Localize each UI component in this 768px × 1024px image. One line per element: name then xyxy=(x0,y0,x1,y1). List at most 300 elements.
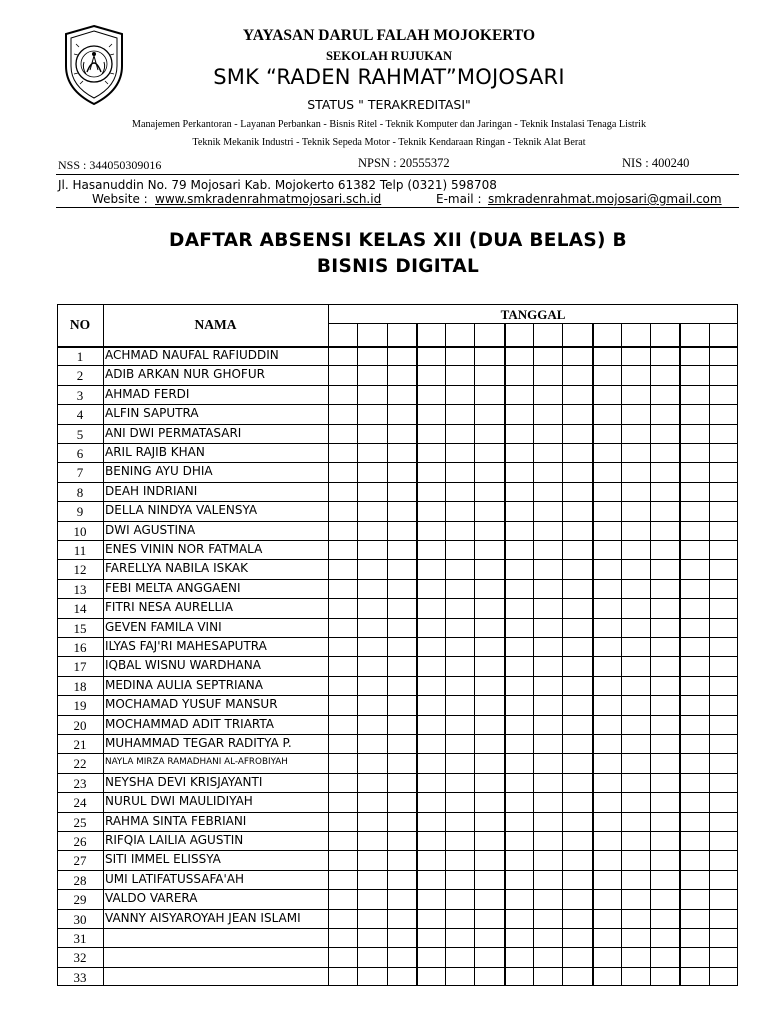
attendance-cell[interactable] xyxy=(593,386,620,403)
attendance-cell[interactable] xyxy=(329,871,356,888)
attendance-cell[interactable] xyxy=(680,483,707,500)
attendance-cell[interactable] xyxy=(593,541,620,558)
attendance-cell[interactable] xyxy=(417,405,444,422)
attendance-cell[interactable] xyxy=(534,463,561,480)
attendance-cell[interactable] xyxy=(622,366,649,383)
attendance-cell[interactable] xyxy=(475,716,502,733)
attendance-cell[interactable] xyxy=(593,657,620,674)
attendance-cell[interactable] xyxy=(329,910,356,927)
attendance-cell[interactable] xyxy=(329,425,356,442)
attendance-cell[interactable] xyxy=(622,735,649,752)
attendance-cell[interactable] xyxy=(593,522,620,539)
attendance-cell[interactable] xyxy=(534,657,561,674)
attendance-cell[interactable] xyxy=(622,793,649,810)
attendance-cell[interactable] xyxy=(651,366,678,383)
attendance-cell[interactable] xyxy=(622,929,649,946)
attendance-cell[interactable] xyxy=(680,386,707,403)
attendance-cell[interactable] xyxy=(475,696,502,713)
attendance-cell[interactable] xyxy=(651,347,678,364)
attendance-cell[interactable] xyxy=(446,754,473,771)
attendance-cell[interactable] xyxy=(534,793,561,810)
attendance-cell[interactable] xyxy=(388,366,415,383)
attendance-cell[interactable] xyxy=(534,832,561,849)
attendance-cell[interactable] xyxy=(358,871,385,888)
attendance-cell[interactable] xyxy=(446,522,473,539)
attendance-cell[interactable] xyxy=(505,851,532,868)
attendance-cell[interactable] xyxy=(534,871,561,888)
attendance-cell[interactable] xyxy=(475,832,502,849)
attendance-cell[interactable] xyxy=(388,638,415,655)
attendance-cell[interactable] xyxy=(651,948,678,965)
attendance-cell[interactable] xyxy=(651,832,678,849)
attendance-cell[interactable] xyxy=(710,677,737,694)
attendance-cell[interactable] xyxy=(329,463,356,480)
attendance-cell[interactable] xyxy=(358,832,385,849)
attendance-cell[interactable] xyxy=(505,677,532,694)
attendance-cell[interactable] xyxy=(534,599,561,616)
attendance-cell[interactable] xyxy=(446,425,473,442)
attendance-cell[interactable] xyxy=(710,638,737,655)
attendance-cell[interactable] xyxy=(475,366,502,383)
attendance-cell[interactable] xyxy=(680,599,707,616)
attendance-cell[interactable] xyxy=(563,832,590,849)
attendance-cell[interactable] xyxy=(710,890,737,907)
attendance-cell[interactable] xyxy=(388,483,415,500)
attendance-cell[interactable] xyxy=(388,735,415,752)
attendance-cell[interactable] xyxy=(446,386,473,403)
attendance-cell[interactable] xyxy=(446,716,473,733)
attendance-cell[interactable] xyxy=(651,502,678,519)
attendance-cell[interactable] xyxy=(446,657,473,674)
attendance-cell[interactable] xyxy=(534,580,561,597)
attendance-cell[interactable] xyxy=(417,580,444,597)
attendance-cell[interactable] xyxy=(680,716,707,733)
attendance-cell[interactable] xyxy=(329,813,356,830)
attendance-cell[interactable] xyxy=(651,774,678,791)
attendance-cell[interactable] xyxy=(505,541,532,558)
attendance-cell[interactable] xyxy=(622,716,649,733)
attendance-cell[interactable] xyxy=(563,580,590,597)
email-link[interactable]: smkradenrahmat.mojosari@gmail.com xyxy=(488,192,722,206)
attendance-cell[interactable] xyxy=(505,366,532,383)
attendance-cell[interactable] xyxy=(593,948,620,965)
attendance-cell[interactable] xyxy=(534,813,561,830)
attendance-cell[interactable] xyxy=(505,638,532,655)
attendance-cell[interactable] xyxy=(680,851,707,868)
attendance-cell[interactable] xyxy=(680,463,707,480)
attendance-cell[interactable] xyxy=(593,793,620,810)
attendance-cell[interactable] xyxy=(534,405,561,422)
attendance-cell[interactable] xyxy=(475,948,502,965)
attendance-cell[interactable] xyxy=(563,522,590,539)
attendance-cell[interactable] xyxy=(534,444,561,461)
attendance-cell[interactable] xyxy=(505,813,532,830)
attendance-cell[interactable] xyxy=(593,444,620,461)
attendance-cell[interactable] xyxy=(563,774,590,791)
attendance-cell[interactable] xyxy=(417,948,444,965)
attendance-cell[interactable] xyxy=(446,871,473,888)
attendance-cell[interactable] xyxy=(534,754,561,771)
attendance-cell[interactable] xyxy=(680,657,707,674)
attendance-cell[interactable] xyxy=(622,599,649,616)
attendance-cell[interactable] xyxy=(505,890,532,907)
attendance-cell[interactable] xyxy=(388,444,415,461)
attendance-cell[interactable] xyxy=(358,677,385,694)
attendance-cell[interactable] xyxy=(622,522,649,539)
attendance-cell[interactable] xyxy=(417,677,444,694)
attendance-cell[interactable] xyxy=(417,735,444,752)
attendance-cell[interactable] xyxy=(446,502,473,519)
attendance-cell[interactable] xyxy=(622,425,649,442)
attendance-cell[interactable] xyxy=(446,463,473,480)
attendance-cell[interactable] xyxy=(534,541,561,558)
attendance-cell[interactable] xyxy=(358,793,385,810)
attendance-cell[interactable] xyxy=(329,716,356,733)
attendance-cell[interactable] xyxy=(417,502,444,519)
attendance-cell[interactable] xyxy=(563,929,590,946)
attendance-cell[interactable] xyxy=(680,502,707,519)
attendance-cell[interactable] xyxy=(388,522,415,539)
attendance-cell[interactable] xyxy=(388,716,415,733)
attendance-cell[interactable] xyxy=(710,716,737,733)
attendance-cell[interactable] xyxy=(358,386,385,403)
attendance-cell[interactable] xyxy=(446,677,473,694)
attendance-cell[interactable] xyxy=(417,851,444,868)
attendance-cell[interactable] xyxy=(593,347,620,364)
attendance-cell[interactable] xyxy=(593,851,620,868)
attendance-cell[interactable] xyxy=(505,599,532,616)
attendance-cell[interactable] xyxy=(622,948,649,965)
attendance-cell[interactable] xyxy=(563,657,590,674)
attendance-cell[interactable] xyxy=(563,735,590,752)
attendance-cell[interactable] xyxy=(534,948,561,965)
attendance-cell[interactable] xyxy=(388,347,415,364)
attendance-cell[interactable] xyxy=(680,929,707,946)
attendance-cell[interactable] xyxy=(446,405,473,422)
attendance-cell[interactable] xyxy=(593,968,620,985)
attendance-cell[interactable] xyxy=(358,347,385,364)
attendance-cell[interactable] xyxy=(388,657,415,674)
attendance-cell[interactable] xyxy=(388,502,415,519)
attendance-cell[interactable] xyxy=(417,638,444,655)
attendance-cell[interactable] xyxy=(710,813,737,830)
attendance-cell[interactable] xyxy=(388,948,415,965)
attendance-cell[interactable] xyxy=(505,832,532,849)
attendance-cell[interactable] xyxy=(710,774,737,791)
attendance-cell[interactable] xyxy=(534,716,561,733)
attendance-cell[interactable] xyxy=(680,580,707,597)
attendance-cell[interactable] xyxy=(388,696,415,713)
attendance-cell[interactable] xyxy=(680,948,707,965)
attendance-cell[interactable] xyxy=(651,716,678,733)
attendance-cell[interactable] xyxy=(417,541,444,558)
attendance-cell[interactable] xyxy=(505,502,532,519)
attendance-cell[interactable] xyxy=(710,522,737,539)
attendance-cell[interactable] xyxy=(593,366,620,383)
attendance-cell[interactable] xyxy=(388,541,415,558)
attendance-cell[interactable] xyxy=(534,890,561,907)
attendance-cell[interactable] xyxy=(446,832,473,849)
attendance-cell[interactable] xyxy=(651,599,678,616)
attendance-cell[interactable] xyxy=(680,425,707,442)
attendance-cell[interactable] xyxy=(329,366,356,383)
attendance-cell[interactable] xyxy=(446,347,473,364)
attendance-cell[interactable] xyxy=(358,638,385,655)
attendance-cell[interactable] xyxy=(710,948,737,965)
attendance-cell[interactable] xyxy=(710,599,737,616)
attendance-cell[interactable] xyxy=(329,541,356,558)
attendance-cell[interactable] xyxy=(475,522,502,539)
attendance-cell[interactable] xyxy=(388,929,415,946)
attendance-cell[interactable] xyxy=(475,580,502,597)
attendance-cell[interactable] xyxy=(446,890,473,907)
attendance-cell[interactable] xyxy=(417,444,444,461)
website-link[interactable]: www.smkradenrahmatmojosari.sch.id xyxy=(155,192,382,206)
attendance-cell[interactable] xyxy=(563,444,590,461)
attendance-cell[interactable] xyxy=(475,502,502,519)
attendance-cell[interactable] xyxy=(563,483,590,500)
attendance-cell[interactable] xyxy=(417,657,444,674)
attendance-cell[interactable] xyxy=(534,560,561,577)
attendance-cell[interactable] xyxy=(475,405,502,422)
attendance-cell[interactable] xyxy=(329,347,356,364)
attendance-cell[interactable] xyxy=(475,483,502,500)
attendance-cell[interactable] xyxy=(710,541,737,558)
attendance-cell[interactable] xyxy=(680,638,707,655)
attendance-cell[interactable] xyxy=(622,832,649,849)
attendance-cell[interactable] xyxy=(680,347,707,364)
attendance-cell[interactable] xyxy=(329,502,356,519)
attendance-cell[interactable] xyxy=(593,910,620,927)
attendance-cell[interactable] xyxy=(534,851,561,868)
attendance-cell[interactable] xyxy=(710,483,737,500)
attendance-cell[interactable] xyxy=(329,638,356,655)
attendance-cell[interactable] xyxy=(475,851,502,868)
attendance-cell[interactable] xyxy=(622,774,649,791)
attendance-cell[interactable] xyxy=(358,444,385,461)
attendance-cell[interactable] xyxy=(388,580,415,597)
attendance-cell[interactable] xyxy=(446,444,473,461)
attendance-cell[interactable] xyxy=(622,580,649,597)
attendance-cell[interactable] xyxy=(505,948,532,965)
attendance-cell[interactable] xyxy=(358,599,385,616)
attendance-cell[interactable] xyxy=(388,813,415,830)
attendance-cell[interactable] xyxy=(388,463,415,480)
attendance-cell[interactable] xyxy=(358,948,385,965)
attendance-cell[interactable] xyxy=(593,774,620,791)
attendance-cell[interactable] xyxy=(563,386,590,403)
attendance-cell[interactable] xyxy=(388,599,415,616)
attendance-cell[interactable] xyxy=(651,735,678,752)
attendance-cell[interactable] xyxy=(358,968,385,985)
attendance-cell[interactable] xyxy=(563,541,590,558)
attendance-cell[interactable] xyxy=(534,774,561,791)
attendance-cell[interactable] xyxy=(329,968,356,985)
attendance-cell[interactable] xyxy=(475,619,502,636)
attendance-cell[interactable] xyxy=(651,851,678,868)
attendance-cell[interactable] xyxy=(329,754,356,771)
attendance-cell[interactable] xyxy=(534,677,561,694)
attendance-cell[interactable] xyxy=(358,890,385,907)
attendance-cell[interactable] xyxy=(475,774,502,791)
attendance-cell[interactable] xyxy=(329,483,356,500)
attendance-cell[interactable] xyxy=(417,366,444,383)
attendance-cell[interactable] xyxy=(534,735,561,752)
attendance-cell[interactable] xyxy=(446,968,473,985)
attendance-cell[interactable] xyxy=(388,560,415,577)
attendance-cell[interactable] xyxy=(651,813,678,830)
attendance-cell[interactable] xyxy=(651,657,678,674)
attendance-cell[interactable] xyxy=(388,774,415,791)
attendance-cell[interactable] xyxy=(710,851,737,868)
attendance-cell[interactable] xyxy=(563,890,590,907)
attendance-cell[interactable] xyxy=(505,580,532,597)
attendance-cell[interactable] xyxy=(534,638,561,655)
attendance-cell[interactable] xyxy=(388,677,415,694)
attendance-cell[interactable] xyxy=(358,910,385,927)
attendance-cell[interactable] xyxy=(388,425,415,442)
attendance-cell[interactable] xyxy=(534,366,561,383)
attendance-cell[interactable] xyxy=(329,444,356,461)
attendance-cell[interactable] xyxy=(505,657,532,674)
attendance-cell[interactable] xyxy=(651,968,678,985)
attendance-cell[interactable] xyxy=(505,560,532,577)
attendance-cell[interactable] xyxy=(710,657,737,674)
attendance-cell[interactable] xyxy=(680,735,707,752)
attendance-cell[interactable] xyxy=(358,716,385,733)
attendance-cell[interactable] xyxy=(358,754,385,771)
attendance-cell[interactable] xyxy=(505,444,532,461)
attendance-cell[interactable] xyxy=(563,968,590,985)
attendance-cell[interactable] xyxy=(651,560,678,577)
attendance-cell[interactable] xyxy=(475,813,502,830)
attendance-cell[interactable] xyxy=(593,754,620,771)
attendance-cell[interactable] xyxy=(446,774,473,791)
attendance-cell[interactable] xyxy=(622,405,649,422)
attendance-cell[interactable] xyxy=(388,851,415,868)
attendance-cell[interactable] xyxy=(593,735,620,752)
attendance-cell[interactable] xyxy=(622,696,649,713)
attendance-cell[interactable] xyxy=(446,793,473,810)
attendance-cell[interactable] xyxy=(651,463,678,480)
attendance-cell[interactable] xyxy=(680,890,707,907)
attendance-cell[interactable] xyxy=(680,832,707,849)
attendance-cell[interactable] xyxy=(710,735,737,752)
attendance-cell[interactable] xyxy=(593,405,620,422)
attendance-cell[interactable] xyxy=(358,696,385,713)
attendance-cell[interactable] xyxy=(593,560,620,577)
attendance-cell[interactable] xyxy=(446,696,473,713)
attendance-cell[interactable] xyxy=(710,425,737,442)
attendance-cell[interactable] xyxy=(417,832,444,849)
attendance-cell[interactable] xyxy=(680,774,707,791)
attendance-cell[interactable] xyxy=(651,677,678,694)
attendance-cell[interactable] xyxy=(417,910,444,927)
attendance-cell[interactable] xyxy=(329,735,356,752)
attendance-cell[interactable] xyxy=(505,425,532,442)
attendance-cell[interactable] xyxy=(505,696,532,713)
attendance-cell[interactable] xyxy=(622,541,649,558)
attendance-cell[interactable] xyxy=(475,968,502,985)
attendance-cell[interactable] xyxy=(593,502,620,519)
attendance-cell[interactable] xyxy=(563,813,590,830)
attendance-cell[interactable] xyxy=(563,619,590,636)
attendance-cell[interactable] xyxy=(622,444,649,461)
attendance-cell[interactable] xyxy=(710,463,737,480)
attendance-cell[interactable] xyxy=(680,677,707,694)
attendance-cell[interactable] xyxy=(622,386,649,403)
attendance-cell[interactable] xyxy=(505,754,532,771)
attendance-cell[interactable] xyxy=(563,347,590,364)
attendance-cell[interactable] xyxy=(622,638,649,655)
attendance-cell[interactable] xyxy=(417,696,444,713)
attendance-cell[interactable] xyxy=(388,871,415,888)
attendance-cell[interactable] xyxy=(622,968,649,985)
attendance-cell[interactable] xyxy=(563,948,590,965)
attendance-cell[interactable] xyxy=(417,716,444,733)
attendance-cell[interactable] xyxy=(593,638,620,655)
attendance-cell[interactable] xyxy=(417,425,444,442)
attendance-cell[interactable] xyxy=(446,851,473,868)
attendance-cell[interactable] xyxy=(475,560,502,577)
attendance-cell[interactable] xyxy=(417,754,444,771)
attendance-cell[interactable] xyxy=(680,541,707,558)
attendance-cell[interactable] xyxy=(446,910,473,927)
attendance-cell[interactable] xyxy=(534,347,561,364)
attendance-cell[interactable] xyxy=(651,890,678,907)
attendance-cell[interactable] xyxy=(622,463,649,480)
attendance-cell[interactable] xyxy=(417,968,444,985)
attendance-cell[interactable] xyxy=(593,425,620,442)
attendance-cell[interactable] xyxy=(358,425,385,442)
attendance-cell[interactable] xyxy=(388,968,415,985)
attendance-cell[interactable] xyxy=(593,696,620,713)
attendance-cell[interactable] xyxy=(358,522,385,539)
attendance-cell[interactable] xyxy=(329,657,356,674)
attendance-cell[interactable] xyxy=(534,522,561,539)
attendance-cell[interactable] xyxy=(680,619,707,636)
attendance-cell[interactable] xyxy=(446,366,473,383)
attendance-cell[interactable] xyxy=(388,405,415,422)
attendance-cell[interactable] xyxy=(593,716,620,733)
attendance-cell[interactable] xyxy=(417,793,444,810)
attendance-cell[interactable] xyxy=(563,754,590,771)
attendance-cell[interactable] xyxy=(475,386,502,403)
attendance-cell[interactable] xyxy=(680,754,707,771)
attendance-cell[interactable] xyxy=(475,444,502,461)
attendance-cell[interactable] xyxy=(329,386,356,403)
attendance-cell[interactable] xyxy=(358,502,385,519)
attendance-cell[interactable] xyxy=(358,580,385,597)
attendance-cell[interactable] xyxy=(417,813,444,830)
attendance-cell[interactable] xyxy=(593,890,620,907)
attendance-cell[interactable] xyxy=(475,541,502,558)
attendance-cell[interactable] xyxy=(446,619,473,636)
attendance-cell[interactable] xyxy=(680,696,707,713)
attendance-cell[interactable] xyxy=(622,560,649,577)
attendance-cell[interactable] xyxy=(358,929,385,946)
attendance-cell[interactable] xyxy=(329,793,356,810)
attendance-cell[interactable] xyxy=(505,483,532,500)
attendance-cell[interactable] xyxy=(710,347,737,364)
attendance-cell[interactable] xyxy=(475,793,502,810)
attendance-cell[interactable] xyxy=(446,483,473,500)
attendance-cell[interactable] xyxy=(358,483,385,500)
attendance-cell[interactable] xyxy=(358,657,385,674)
attendance-cell[interactable] xyxy=(593,483,620,500)
attendance-cell[interactable] xyxy=(505,386,532,403)
attendance-cell[interactable] xyxy=(651,386,678,403)
